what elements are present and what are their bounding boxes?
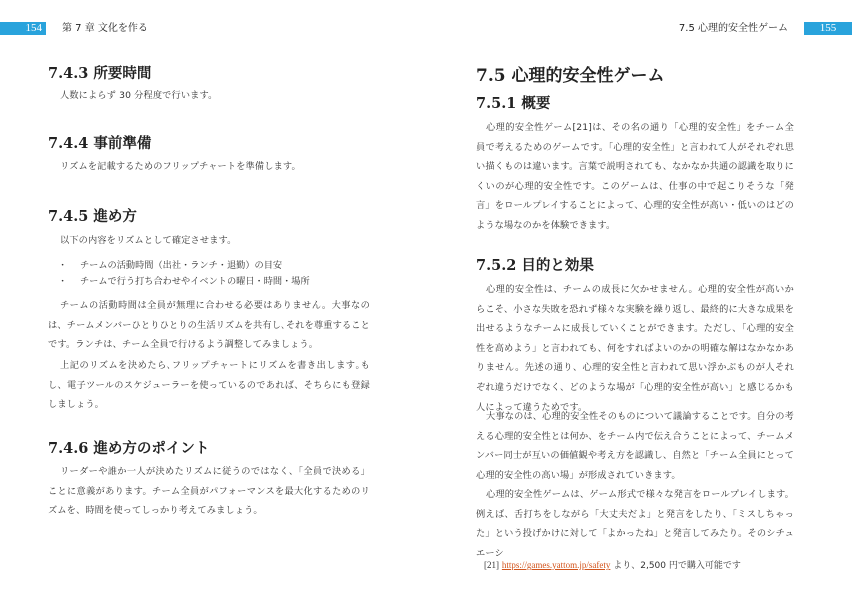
section-7-5-1-heading: 7.5.1 概要 bbox=[476, 95, 551, 112]
section-7-5-2-paragraph-2: 大事なのは、心理的安全性そのものについて議論することです。自分の考える心理的安全性とは何か、をチーム内で伝え合うことによって、チームメンバー同士が互いの価値観や考え方を認識し、自然と「チーム全員にとって心理的安全性の高い場」が形成されていきます。 bbox=[476, 411, 794, 481]
bullet-text: チームで行う打ち合わせやイベントの曜日・時間・場所 bbox=[80, 276, 310, 287]
footnote-link[interactable]: https://games.yattom.jp/safety bbox=[501, 560, 611, 570]
section-7-4-5-heading: 7.4.5 進め方 bbox=[48, 208, 137, 225]
section-7-4-6-heading: 7.4.6 進め方のポイント bbox=[48, 440, 210, 457]
section-7-5-2-heading: 7.5.2 目的と効果 bbox=[476, 257, 594, 274]
footnote-number: [21] bbox=[484, 560, 499, 570]
section-7-4-6-paragraph: リーダーや誰か一人が決めたリズムに従うのではなく、「全員で決める」ことに意義があります。チーム全員がパフォーマンスを最大化するためのリズムを、時間を使ってしっかり考えてみましょう。 bbox=[48, 466, 370, 517]
section-7-4-3-heading: 7.4.3 所要時間 bbox=[48, 65, 152, 82]
section-7-5-heading: 7.5 心理的安全性ゲーム bbox=[476, 66, 665, 86]
right-page-number: 155 bbox=[804, 22, 852, 35]
section-7-5-2-paragraph-3: 心理的安全性ゲームは、ゲーム形式で様々な発言をロールプレイします。例えば、舌打ちをしながら「大丈夫だよ」と発言をしたり、「ミスしちゃった」という投げかけに対して「よかったね」と発言してみたり。そのシチュエーシ bbox=[476, 489, 794, 559]
right-running-header: 7.5 心理的安全性ゲーム bbox=[678, 23, 788, 34]
footnote-text: より、2,500 円で購入可能です bbox=[613, 561, 741, 571]
section-7-4-5-paragraph-3: 上記のリズムを決めたら､フリップチャートにリズムを書き出します｡もし、電子ツールのスケジューラーを使っているのであれば、そちらにも登録しましょう。 bbox=[48, 360, 370, 411]
section-7-4-4-heading: 7.4.4 事前準備 bbox=[48, 135, 152, 152]
bullet-dot: ・ bbox=[58, 276, 68, 287]
bullet-dot: ・ bbox=[58, 260, 68, 271]
section-7-4-3-paragraph: 人数によらず 30 分程度で行います。 bbox=[60, 90, 218, 101]
footnote bbox=[484, 558, 741, 571]
section-7-5-1-paragraph: 心理的安全性ゲーム[21]は、その名の通り「心理的安全性」をチーム全員で考えるためのゲームです。「心理的安全性」と言われて人がそれぞれ思い描くものは違います。言葉で説明されても、なかなか共通の認識を取りにくいのが心理的安全性です。このゲームは、仕事の中で起こりそうな「発言」をロールプレイすることによって、心理的安全性が高い・低いのはどのような場なのかを体験できます。 bbox=[476, 122, 794, 231]
section-7-4-4-paragraph: リズムを記載するためのフリップチャートを準備します。 bbox=[60, 161, 301, 172]
section-7-4-5-intro: 以下の内容をリズムとして確定させます。 bbox=[60, 235, 237, 246]
section-7-5-2-paragraph-1: 心理的安全性は、チームの成長に欠かせません。心理的安全性が高いからこそ、小さな失敗を恐れず様々な実験を繰り返し、最終的に大きな成果を出せるようなチームに成長していくことができます。ただし、「心理的安全性を高めよう」と言われても、何をすればよいのかの明確な解はなかなかありません。先述の通り、心理的安全性と言われて思い浮かぶものが人それぞれ違うだけでなく、どのような場が「心理的安全性が高い」と感じるかも人によって違うためです。 bbox=[476, 284, 794, 413]
bullet-item bbox=[48, 272, 310, 292]
bullet-text: チームの活動時間（出社・ランチ・退勤）の目安 bbox=[80, 260, 283, 271]
left-running-header: 第 7 章 文化を作る bbox=[62, 23, 148, 34]
section-7-4-5-paragraph-2: チームの活動時間は全員が無理に合わせる必要はありません。大事なのは、チームメンバーひとりひとりの生活リズムを共有し､それを尊重することです。ランチは、チーム全員で行けるよう調整してみましょう。 bbox=[48, 300, 370, 351]
left-page-number: 154 bbox=[0, 22, 46, 35]
